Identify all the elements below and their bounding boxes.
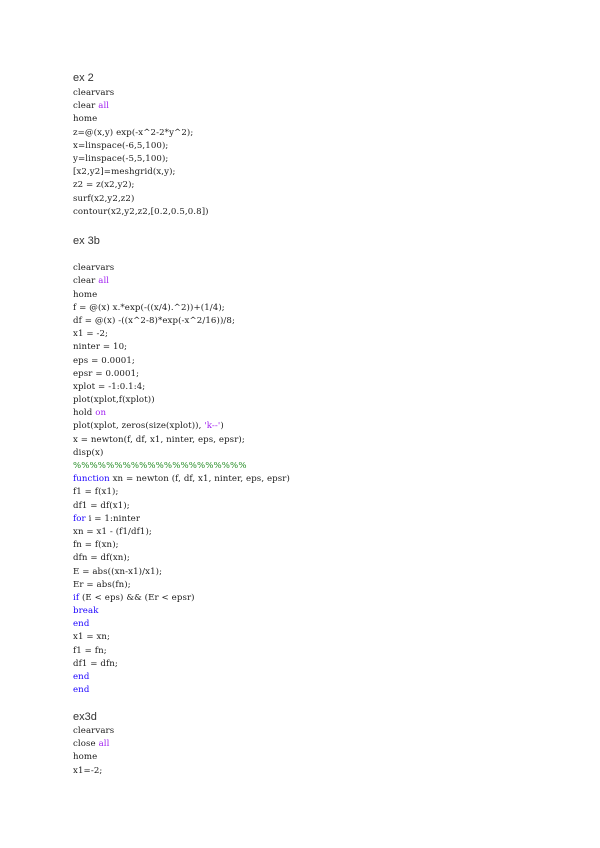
code-text: clearvars <box>73 263 115 274</box>
code-line <box>73 113 209 126</box>
code-text: xplot = -1:0.1:4; <box>73 381 146 392</box>
code-text: contour(x2,y2,z2,[0.2,0.5,0.8]) <box>73 206 209 217</box>
code-line <box>73 289 290 302</box>
section-heading-ex2: ex 2 <box>73 72 94 84</box>
code-line <box>73 302 290 315</box>
code-text: xn = newton (f, df, x1, ninter, eps, epsr) <box>109 474 290 485</box>
code-line <box>73 631 290 644</box>
code-text: y=linspace(-5,5,100); <box>73 153 169 164</box>
code-text: clearvars <box>73 726 115 736</box>
code-line <box>73 751 114 764</box>
code-text: df1 = df(x1); <box>73 500 130 511</box>
code-block-ex2 <box>73 87 209 219</box>
code-keyword: function <box>73 474 110 485</box>
code-line <box>73 127 209 140</box>
code-line <box>73 420 290 433</box>
code-line <box>73 153 209 166</box>
code-text: home <box>73 114 98 125</box>
code-line <box>73 552 290 565</box>
code-line <box>73 605 290 618</box>
code-keyword: for <box>73 513 86 524</box>
code-line <box>73 684 290 697</box>
code-text: home <box>73 289 98 300</box>
code-string: on <box>95 408 107 419</box>
code-string: all <box>98 101 110 112</box>
code-line <box>73 473 290 486</box>
code-line <box>73 486 290 499</box>
code-keyword: break <box>73 606 99 617</box>
code-text: x1 = xn; <box>73 632 111 643</box>
code-keyword: end <box>73 685 90 696</box>
code-text: dfn = df(xn); <box>73 553 130 564</box>
code-line <box>73 275 290 288</box>
code-text: eps = 0.0001; <box>73 355 135 366</box>
code-text: fn = f(xn); <box>73 540 119 551</box>
code-line <box>73 193 209 206</box>
code-line <box>73 140 209 153</box>
code-text: plot(xplot, zeros(size(xplot)), <box>73 421 205 432</box>
code-text: close <box>73 739 99 750</box>
code-text: surf(x2,y2,z2) <box>73 193 135 204</box>
code-line <box>73 100 209 113</box>
code-text: f1 = f(x1); <box>73 487 119 498</box>
code-block-ex3d <box>73 725 114 778</box>
code-text: x=linspace(-6,5,100); <box>73 140 169 151</box>
code-line <box>73 315 290 328</box>
code-text: E = abs((xn-x1)/x1); <box>73 566 163 577</box>
code-line <box>73 407 290 420</box>
code-text: clearvars <box>73 88 115 98</box>
code-text: x = newton(f, df, x1, ninter, eps, epsr); <box>73 434 245 445</box>
code-text: disp(x) <box>73 447 104 458</box>
code-line <box>73 500 290 513</box>
code-text: home <box>73 752 98 763</box>
section-heading-ex3d: ex3d <box>73 711 97 723</box>
code-string: all <box>98 276 110 287</box>
code-text: clear <box>73 101 99 112</box>
code-keyword: if <box>73 592 80 603</box>
code-block-ex3b <box>73 249 290 697</box>
code-line <box>73 618 290 631</box>
code-line <box>73 513 290 526</box>
code-text: f1 = fn; <box>73 645 107 656</box>
code-text: df = @(x) -((x^2-8)*exp(-x^2/16))/8; <box>73 315 235 326</box>
code-line <box>73 725 114 738</box>
code-line <box>73 566 290 579</box>
code-line <box>73 592 290 605</box>
code-text: hold <box>73 408 96 419</box>
code-keyword: end <box>73 619 90 630</box>
code-string: all <box>98 739 110 750</box>
code-line <box>73 341 290 354</box>
code-line <box>73 765 114 778</box>
code-line <box>73 645 290 658</box>
code-text: ninter = 10; <box>73 342 128 353</box>
code-line <box>73 460 290 473</box>
code-text: df1 = dfn; <box>73 658 118 669</box>
code-line <box>73 368 290 381</box>
code-line <box>73 434 290 447</box>
code-text: xn = x1 - (f1/df1); <box>73 526 152 537</box>
code-line <box>73 249 290 262</box>
code-line <box>73 579 290 592</box>
code-text: (E < eps) && (Er < epsr) <box>79 592 195 603</box>
code-line <box>73 447 290 460</box>
code-text: f = @(x) x.*exp(-((x/4).^2))+(1/4); <box>73 302 225 313</box>
code-line <box>73 206 209 219</box>
code-line <box>73 394 290 407</box>
code-line <box>73 328 290 341</box>
code-line <box>73 381 290 394</box>
code-text: plot(xplot,f(xplot)) <box>73 395 155 406</box>
code-line <box>73 671 290 684</box>
code-line <box>73 179 209 192</box>
code-keyword: end <box>73 672 90 682</box>
code-text: Er = abs(fn); <box>73 579 131 590</box>
code-line <box>73 539 290 552</box>
code-text: x1=-2; <box>73 765 103 776</box>
code-line <box>73 262 290 275</box>
section-heading-ex3b: ex 3b <box>73 235 100 247</box>
code-text: [x2,y2]=meshgrid(x,y); <box>73 167 176 178</box>
code-comment: %%%%%%%%%%%%%%%%%%%%% <box>73 461 247 471</box>
code-text: x1 = -2; <box>73 329 109 340</box>
code-text: ) <box>220 421 224 432</box>
code-text: z=@(x,y) exp(-x^2-2*y^2); <box>73 127 194 138</box>
code-text: i = 1:ninter <box>85 513 141 524</box>
code-string: 'k--' <box>204 421 221 432</box>
code-text: clear <box>73 276 99 287</box>
code-line <box>73 87 209 100</box>
code-line <box>73 658 290 671</box>
code-text: z2 = z(x2,y2); <box>73 180 135 191</box>
code-line <box>73 166 209 179</box>
code-line <box>73 738 114 751</box>
code-text: epsr = 0.0001; <box>73 368 140 379</box>
code-line <box>73 526 290 539</box>
code-line <box>73 355 290 368</box>
